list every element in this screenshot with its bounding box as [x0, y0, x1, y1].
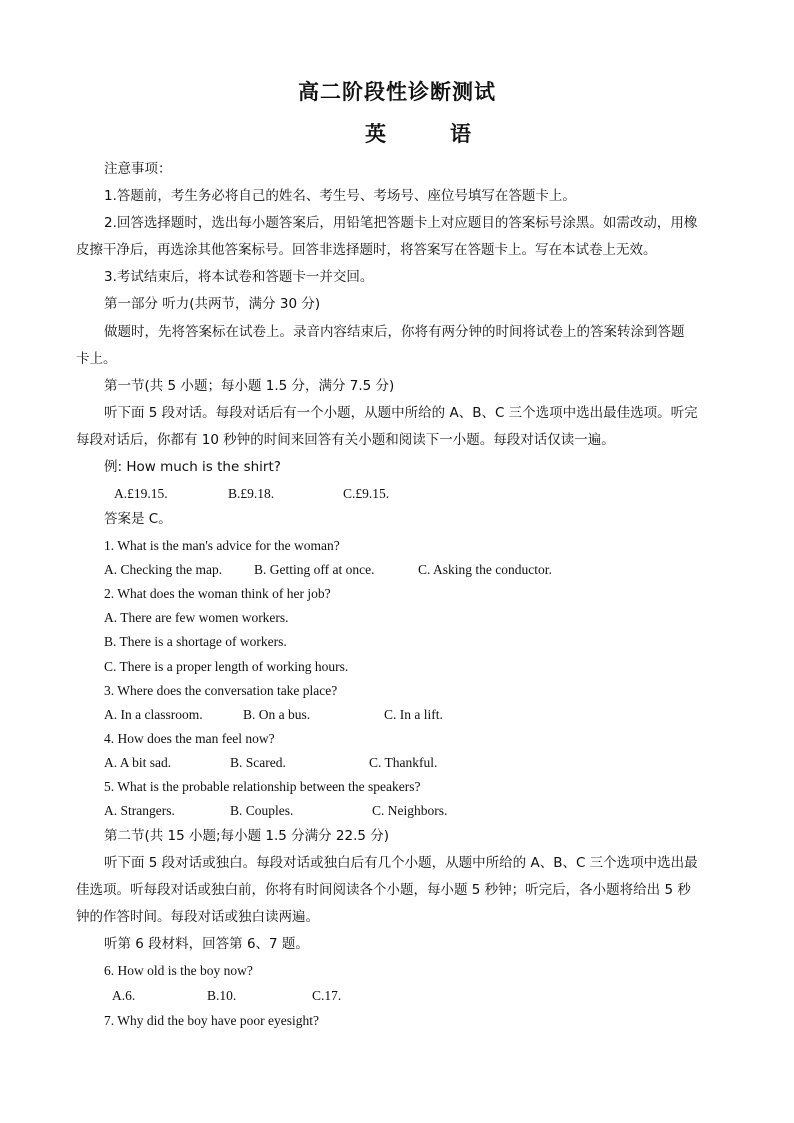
notice-item-3: 3.考试结束后，将本试卷和答题卡一并交回。	[104, 269, 374, 285]
example-option-a: A.£19.15.	[114, 486, 168, 501]
question-2-option-b: B. There is a shortage of workers.	[104, 634, 287, 649]
notice-item-2-line-1: 2.回答选择题时，选出每小题答案后，用铅笔把答题卡上对应题目的答案标号涂黑。如需改动，用橡	[104, 215, 698, 231]
section2-instruction-line-1: 听下面 5 段对话或独白。每段对话或独白后有几个小题，从题中所给的 A、B、C 三个选项中选出最	[104, 855, 698, 871]
exam-title: 高二阶段性诊断测试	[298, 79, 496, 104]
example-option-b: B.£9.18.	[228, 486, 275, 501]
example-answer: 答案是 C。	[104, 511, 172, 527]
question-1: 1. What is the man's advice for the woman?	[104, 538, 340, 553]
question-4: 4. How does the man feel now?	[104, 731, 275, 746]
part1-heading: 第一部分 听力(共两节，满分 30 分)	[104, 296, 321, 312]
section1-heading: 第一节(共 5 小题；每小题 1.5 分，满分 7.5 分)	[104, 378, 395, 394]
notice-item-1: 1.答题前，考生务必将自己的姓名、考生号、考场号、座位号填写在答题卡上。	[104, 188, 576, 204]
question-4-option-b: B. Scared.	[230, 755, 286, 770]
question-2-option-a: A. There are few women workers.	[104, 610, 289, 625]
example-question: 例: How much is the shirt?	[104, 459, 281, 475]
subject-heading	[0, 118, 794, 148]
question-1-option-b: B. Getting off at once.	[254, 562, 375, 577]
question-4-option-c: C. Thankful.	[369, 755, 438, 770]
section2-instruction-line-2: 佳选项。听每段对话或独白前，你将有时间阅读各个小题，每小题 5 秒钟；听完后，各小题将给出 5 秒	[76, 882, 691, 898]
question-5-option-b: B. Couples.	[230, 803, 294, 818]
section2-instruction-line-3: 钟的作答时间。每段对话或独白读两遍。	[76, 909, 319, 925]
question-5-option-a: A. Strangers.	[104, 803, 175, 818]
question-6: 6. How old is the boy now?	[104, 963, 253, 978]
example-option-c: C.£9.15.	[343, 486, 390, 501]
section1-instruction-line-1: 听下面 5 段对话。每段对话后有一个小题，从题中所给的 A、B、C 三个选项中选出最佳选项。听完	[104, 405, 698, 421]
question-1-option-a: A. Checking the map.	[104, 562, 223, 577]
question-2-option-c: C. There is a proper length of working hours.	[104, 659, 349, 674]
notice-item-2-line-2: 皮擦干净后，再选涂其他答案标号。回答非选择题时，将答案写在答题卡上。写在本试卷上无效。	[76, 242, 657, 258]
question-3: 3. Where does the conversation take place?	[104, 683, 338, 698]
question-6-option-b: B.10.	[207, 988, 237, 1003]
question-3-option-a: A. In a classroom.	[104, 707, 203, 722]
part1-instruction-line-1: 做题时，先将答案标在试卷上。录音内容结束后，你将有两分钟的时间将试卷上的答案转涂到答题	[104, 324, 685, 340]
question-5-option-c: C. Neighbors.	[372, 803, 448, 818]
question-3-option-b: B. On a bus.	[243, 707, 311, 722]
question-2: 2. What does the woman think of her job?	[104, 586, 331, 601]
subject-char-right: 语	[450, 121, 471, 146]
question-6-option-c: C.17.	[312, 988, 342, 1003]
part1-instruction-line-2: 卡上。	[76, 351, 117, 367]
question-5: 5. What is the probable relationship between the speakers?	[104, 779, 421, 794]
subject-char-left: 英	[365, 121, 386, 146]
section1-instruction-line-2: 每段对话后，你都有 10 秒钟的时间来回答有关小题和阅读下一小题。每段对话仅读一遍。	[76, 432, 615, 448]
question-6-option-a: A.6.	[112, 988, 136, 1003]
question-4-option-a: A. A bit sad.	[104, 755, 172, 770]
question-7: 7. Why did the boy have poor eyesight?	[104, 1013, 319, 1028]
question-1-option-c: C. Asking the conductor.	[418, 562, 552, 577]
section2-heading: 第二节(共 15 小题;每小题 1.5 分满分 22.5 分)	[104, 828, 390, 844]
question-3-option-c: C. In a lift.	[384, 707, 443, 722]
material-6-heading: 听第 6 段材料，回答第 6、7 题。	[104, 936, 309, 952]
notice-heading: 注意事项：	[104, 161, 172, 177]
